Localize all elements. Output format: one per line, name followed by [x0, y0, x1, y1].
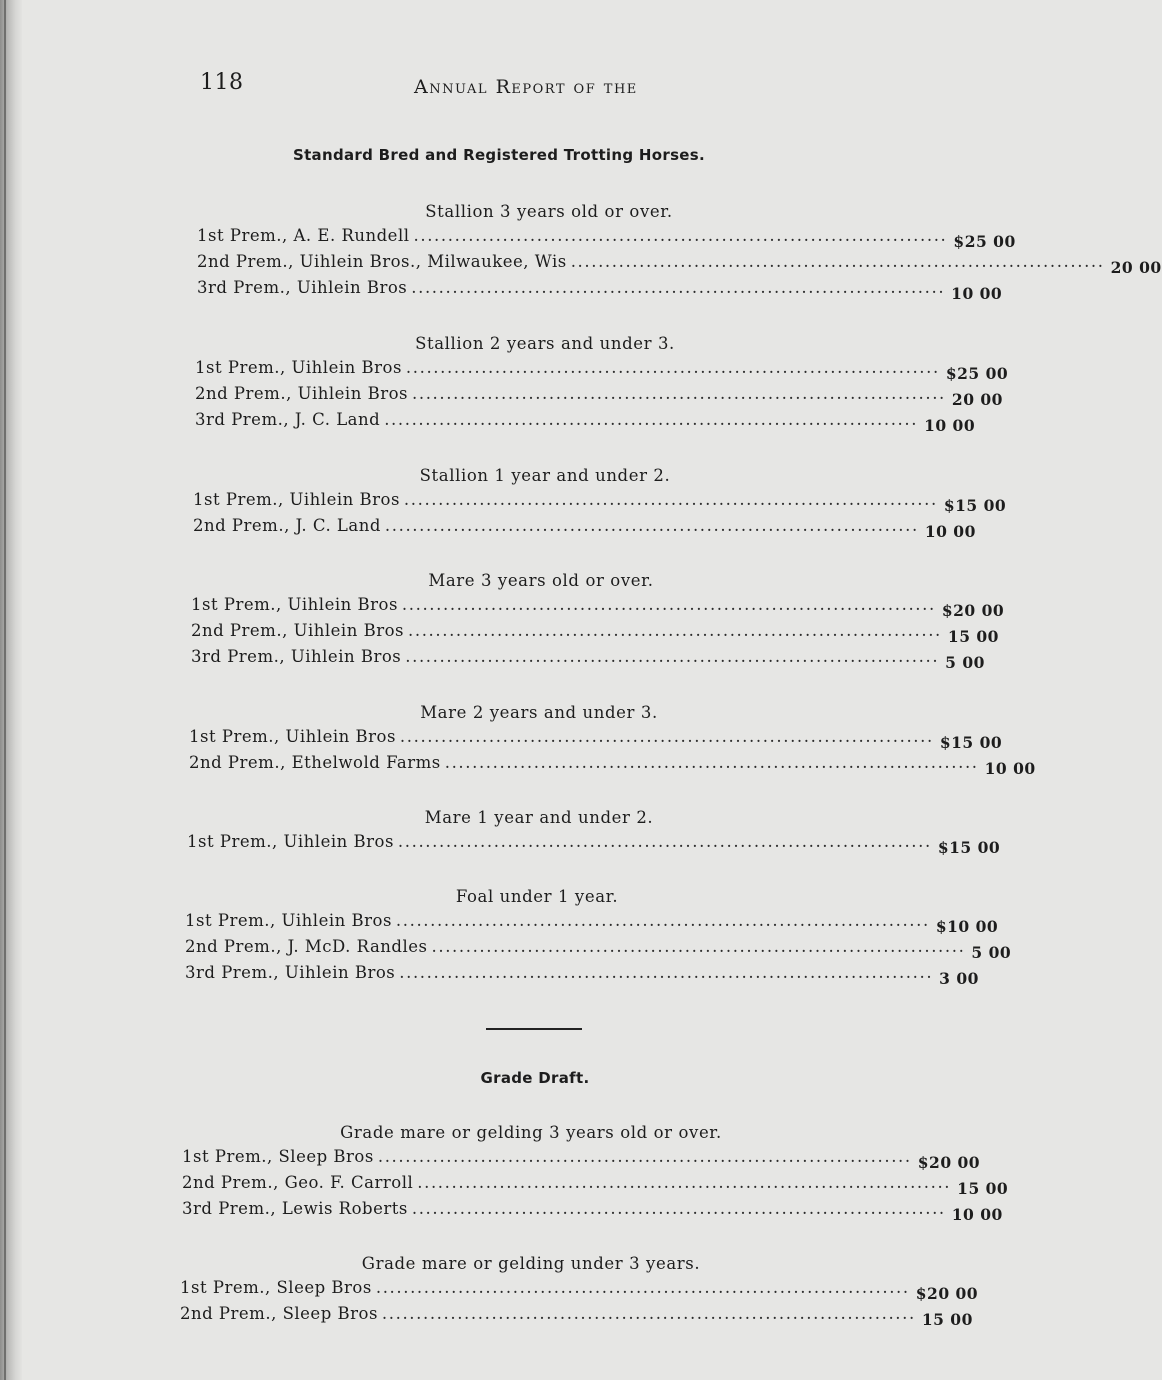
entry-amount: 10 00 [984, 759, 1036, 778]
entry-place: 3rd Prem. [182, 1199, 271, 1218]
class-title: Mare 2 years and under 3. [420, 703, 658, 722]
list-item: 1st Prem. , A. E. Rundell .............................................................................. $25 00 [197, 226, 1016, 251]
entry-amount: $20 00 [917, 1153, 981, 1172]
list-item: 1st Prem. , Uihlein Bros .............................................................................. $10 00 [185, 911, 999, 936]
entry-amount: $20 00 [941, 601, 1005, 620]
list-item: 3rd Prem. , Lewis Roberts .............................................................................. 10 00 [182, 1199, 1003, 1224]
entry-amount: $15 00 [939, 733, 1003, 752]
entry-name: Uihlein Bros [287, 595, 398, 614]
entry-amount: 10 00 [924, 416, 976, 435]
entry-amount: 20 00 [1110, 258, 1162, 277]
entry-place: 1st Prem. [191, 595, 276, 614]
section-title: Grade Draft. [480, 1069, 590, 1087]
entry-amount: 5 00 [945, 653, 985, 672]
entry-place: 2nd Prem. [182, 1173, 274, 1192]
entry-name: Uihlein Bros., Milwaukee, Wis [299, 252, 567, 271]
section-title: Standard Bred and Registered Trotting Horses. [292, 146, 705, 164]
entry-place: 1st Prem. [195, 358, 280, 377]
list-item: 2nd Prem. , Uihlein Bros., Milwaukee, Wis .............................................................................. 20 00 [197, 252, 1162, 277]
entry-place: 2nd Prem. [195, 384, 287, 403]
entry-place: 2nd Prem. [193, 516, 285, 535]
class-title: Grade mare or gelding 3 years old or over. [340, 1123, 722, 1142]
entry-name: Uihlein Bros [289, 490, 400, 509]
entry-name: Lewis Roberts [281, 1199, 408, 1218]
entry-amount: 15 00 [921, 1310, 973, 1329]
entry-name: Uihlein Bros [283, 832, 394, 851]
entry-amount: 15 00 [957, 1179, 1009, 1198]
entry-amount: $25 00 [945, 364, 1009, 383]
list-item: 1st Prem. , Uihlein Bros .............................................................................. $15 00 [193, 490, 1007, 515]
entry-amount: $10 00 [935, 917, 999, 936]
entry-place: 3rd Prem. [191, 647, 280, 666]
entry-amount: 20 00 [951, 390, 1003, 409]
entry-amount: $20 00 [915, 1284, 979, 1303]
entry-place: 3rd Prem. [195, 410, 284, 429]
list-item: 2nd Prem. , Uihlein Bros .............................................................................. 15 00 [191, 621, 999, 646]
entry-name: Geo. F. Carroll [284, 1173, 414, 1192]
page-number: 118 [200, 70, 244, 95]
entry-place: 1st Prem. [187, 832, 272, 851]
list-item: 3rd Prem. , J. C. Land .............................................................................. 10 00 [195, 410, 976, 435]
list-item: 3rd Prem. , Uihlein Bros .............................................................................. 10 00 [197, 278, 1003, 303]
section-divider [486, 1028, 582, 1030]
entry-amount: 5 00 [971, 943, 1012, 962]
entry-name: Uihlein Bros [285, 727, 396, 746]
entry-place: 2nd Prem. [191, 621, 283, 640]
entry-name: A. E. Rundell [293, 226, 410, 245]
entry-amount: $15 00 [943, 496, 1007, 515]
entry-amount: 10 00 [951, 1205, 1003, 1224]
entry-place: 3rd Prem. [185, 963, 274, 982]
entry-place: 1st Prem. [180, 1278, 265, 1297]
entry-amount: $25 00 [953, 232, 1016, 251]
entry-name: Uihlein Bros [284, 963, 396, 982]
entry-name: Sleep Bros [276, 1278, 372, 1297]
entry-place: 2nd Prem. [189, 753, 281, 772]
entry-place: 1st Prem. [189, 727, 274, 746]
entry-amount: $15 00 [937, 838, 1001, 857]
class-title: Mare 1 year and under 2. [424, 808, 654, 827]
entry-place: 1st Prem. [193, 490, 278, 509]
list-item: 1st Prem. , Sleep Bros .............................................................................. $20 00 [180, 1278, 979, 1303]
entry-amount: 10 00 [924, 522, 976, 541]
entry-name: Uihlein Bros [290, 647, 402, 666]
class-title: Mare 3 years old or over. [428, 571, 654, 590]
entry-place: 1st Prem. [182, 1147, 267, 1166]
list-item: 2nd Prem. , Geo. F. Carroll .............................................................................. 15 00 [182, 1173, 1009, 1198]
entry-place: 3rd Prem. [197, 278, 286, 297]
class-title: Stallion 3 years old or over. [425, 202, 673, 221]
entry-name: Ethelwold Farms [291, 753, 441, 772]
list-item: 2nd Prem. , Uihlein Bros .............................................................................. 20 00 [195, 384, 1003, 409]
entry-name: J. McD. Randles [287, 937, 428, 956]
list-item: 1st Prem. , Uihlein Bros .............................................................................. $20 00 [191, 595, 1005, 620]
entry-amount: 10 00 [951, 284, 1003, 303]
list-item: 1st Prem. , Uihlein Bros .............................................................................. $25 00 [195, 358, 1009, 383]
class-title: Stallion 1 year and under 2. [419, 466, 671, 485]
entry-name: Uihlein Bros [281, 911, 392, 930]
entry-name: Uihlein Bros [296, 278, 408, 297]
entry-name: J. C. Land [295, 516, 381, 535]
list-item: 2nd Prem. , Sleep Bros .............................................................................. 15 00 [180, 1304, 973, 1329]
entry-place: 1st Prem. [185, 911, 270, 930]
list-item: 1st Prem. , Uihlein Bros .............................................................................. $15 00 [187, 832, 1001, 857]
class-title: Stallion 2 years and under 3. [415, 334, 675, 353]
entry-name: Uihlein Bros [291, 358, 402, 377]
entry-amount: 15 00 [947, 627, 999, 646]
list-item: 1st Prem. , Uihlein Bros .............................................................................. $15 00 [189, 727, 1003, 752]
entry-place: 2nd Prem. [197, 252, 289, 271]
entry-name: Sleep Bros [278, 1147, 374, 1166]
entry-name: Uihlein Bros [297, 384, 408, 403]
class-title: Foal under 1 year. [455, 887, 619, 906]
list-item: 3rd Prem. , Uihlein Bros .............................................................................. 5 00 [191, 647, 985, 672]
entry-place: 1st Prem. [197, 226, 282, 245]
entry-place: 2nd Prem. [185, 937, 277, 956]
list-item: 2nd Prem. , J. McD. Randles .............................................................................. 5 00 [185, 937, 1012, 962]
list-item: 2nd Prem. , Ethelwold Farms .............................................................................. 10 00 [189, 753, 1036, 778]
entry-place: 2nd Prem. [180, 1304, 272, 1323]
list-item: 1st Prem. , Sleep Bros .............................................................................. $20 00 [182, 1147, 981, 1172]
entry-name: Sleep Bros [282, 1304, 378, 1323]
entry-name: Uihlein Bros [293, 621, 404, 640]
running-head: Annual Report of the [414, 76, 638, 98]
entry-name: J. C. Land [294, 410, 381, 429]
class-title: Grade mare or gelding under 3 years. [361, 1254, 701, 1273]
list-item: 2nd Prem. , J. C. Land .............................................................................. 10 00 [193, 516, 976, 541]
list-item: 3rd Prem. , Uihlein Bros .............................................................................. 3 00 [185, 963, 979, 988]
entry-amount: 3 00 [939, 969, 979, 988]
